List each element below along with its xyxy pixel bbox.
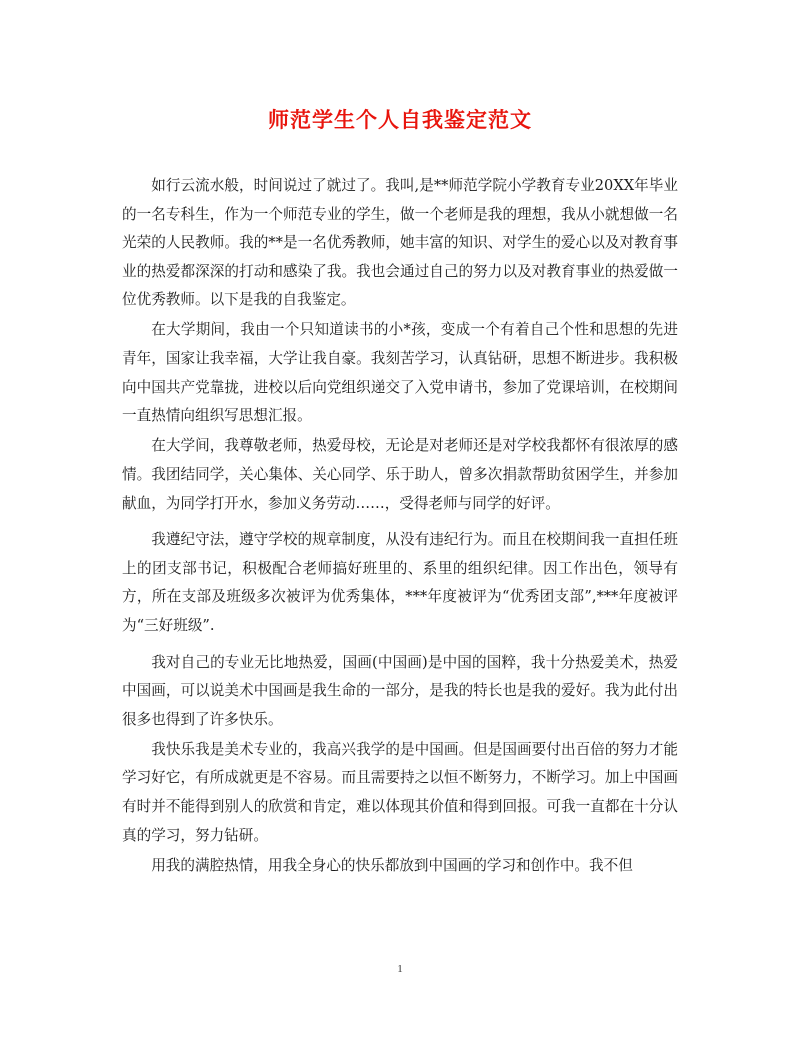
paragraph-intro: 如行云流水般，时间说过了就过了。我叫,是**师范学院小学教育专业20XX年毕业的一名专科生，作为一个师范专业的学生，做一个老师是我的理想，我从小就想做一名光荣的人民教师。我的**是一名优秀教师，她丰富的知识、对学生的爱心以及对教育事业的热爱都深深的打动和感染了我。我也会通过自己的努力以及对教育事业的热爱做一位优秀教师。以下是我的自我鉴定。 [122, 177, 678, 309]
paragraph-chinese-painting: 我快乐我是美术专业的，我高兴我学的是中国画。但是国画要付出百倍的努力才能学习好它，有所成就更是不容易。而且需要持之以恒不断努力，不断学习。加上中国画有时并不能得到别人的欣赏和肯定，难以体现其价值和得到回报。可我一直都在十分认真的学习，努力钻研。 [122, 740, 678, 844]
document-title: 师范学生个人自我鉴定范文 [268, 107, 532, 132]
paragraph-passion: 用我的满腔热情，用我全身心的快乐都放到中国画的学习和创作中。我不但 [151, 856, 633, 874]
document-body [122, 172, 678, 882]
page-number: 1 [397, 963, 403, 975]
paragraph-respect-teachers: 在大学间，我尊敬老师，热爱母校，无论是对老师还是对学校我都怀有很浓厚的感情。我团结同学，关心集体、关心同学、乐于助人，曾多次捐款帮助贫困学生，并参加献血，为同学打开水，参加义务劳动……，受得老师与同学的好评。 [122, 437, 678, 512]
paragraph-discipline: 我遵纪守法，遵守学校的规章制度，从没有违纪行为。而且在校期间我一直担任班上的团支部书记，积极配合老师搞好班里的、系里的组织纪律。因工作出色，领导有方，所在支部及班级多次被评为优秀集体，***年度被评为“优秀团支部”,***年度被评为“三好班级”. [122, 531, 678, 634]
paragraph-university-growth: 在大学期间，我由一个只知道读书的小*孩，变成一个有着自己个性和思想的先进青年，国家让我幸福，大学让我自豪。我刻苦学习，认真钻研，思想不断进步。我积极向中国共产党靠拢，进校以后向党组织递交了入党申请书，参加了党课培训，在校期间一直热情向组织写思想汇报。 [122, 321, 678, 425]
paragraph-major-love: 我对自己的专业无比地热爱，国画(中国画)是中国的国粹，我十分热爱美术，热爱中国画，可以说美术中国画是我生命的一部分，是我的特长也是我的爱好。我为此付出很多也得到了许多快乐。 [122, 653, 678, 728]
